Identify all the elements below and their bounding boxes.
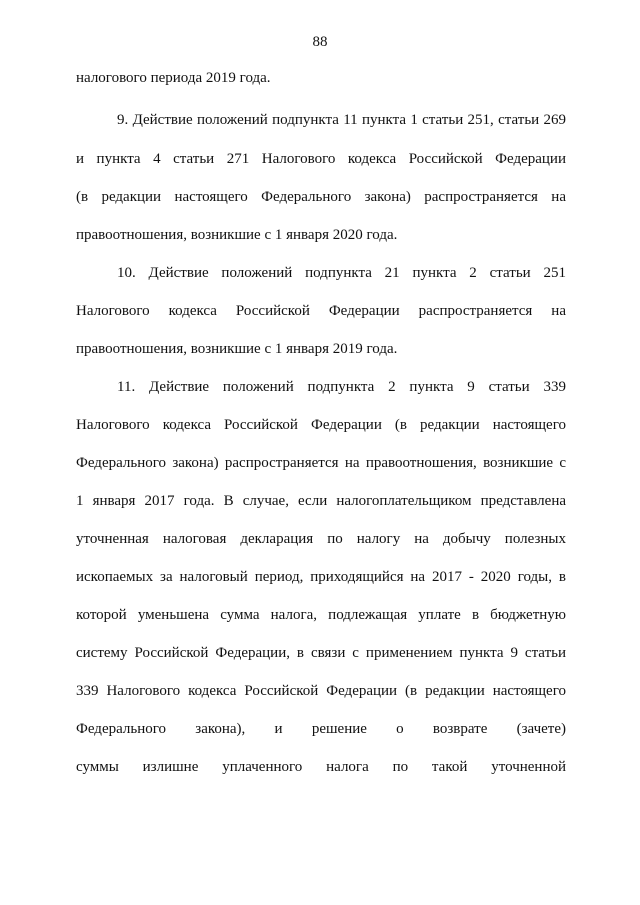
text-line: 10. Действие положений подпункта 21 пункта 2 статьи 251 — [117, 265, 566, 281]
text-line: (в редакции настоящего Федерального закона) распространяется на — [76, 189, 566, 205]
text-line: налогового периода 2019 года. — [76, 70, 271, 86]
text-line: Федерального закона), и решение о возврате (зачете) — [76, 721, 566, 737]
text-line: и пункта 4 статьи 271 Налогового кодекса Российской Федерации — [76, 151, 566, 167]
text-line: ископаемых за налоговый период, приходящийся на 2017 - 2020 годы, в — [76, 569, 566, 585]
text-line: 339 Налогового кодекса Российской Федерации (в редакции настоящего — [76, 683, 566, 699]
text-line: Налогового кодекса Российской Федерации (в редакции настоящего — [76, 417, 566, 433]
text-line: Федерального закона) распространяется на правоотношения, возникшие с — [76, 455, 566, 471]
text-line: 9. Действие положений подпункта 11 пункта 1 статьи 251, статьи 269 — [117, 112, 566, 128]
text-line: правоотношения, возникшие с 1 января 2019 года. — [76, 341, 398, 357]
text-line: правоотношения, возникшие с 1 января 2020 года. — [76, 227, 398, 243]
text-line: 1 января 2017 года. В случае, если налогоплательщиком представлена — [76, 493, 566, 509]
text-line: которой уменьшена сумма налога, подлежащая уплате в бюджетную — [76, 607, 566, 623]
text-line: систему Российской Федерации, в связи с применением пункта 9 статьи — [76, 645, 566, 661]
page-number: 88 — [312, 34, 328, 50]
text-line: 11. Действие положений подпункта 2 пункта 9 статьи 339 — [117, 379, 566, 395]
text-line: Налогового кодекса Российской Федерации распространяется на — [76, 303, 566, 319]
text-line: суммы излишне уплаченного налога по такой уточненной — [76, 759, 566, 775]
text-line: уточненная налоговая декларация по налогу на добычу полезных — [76, 531, 566, 547]
